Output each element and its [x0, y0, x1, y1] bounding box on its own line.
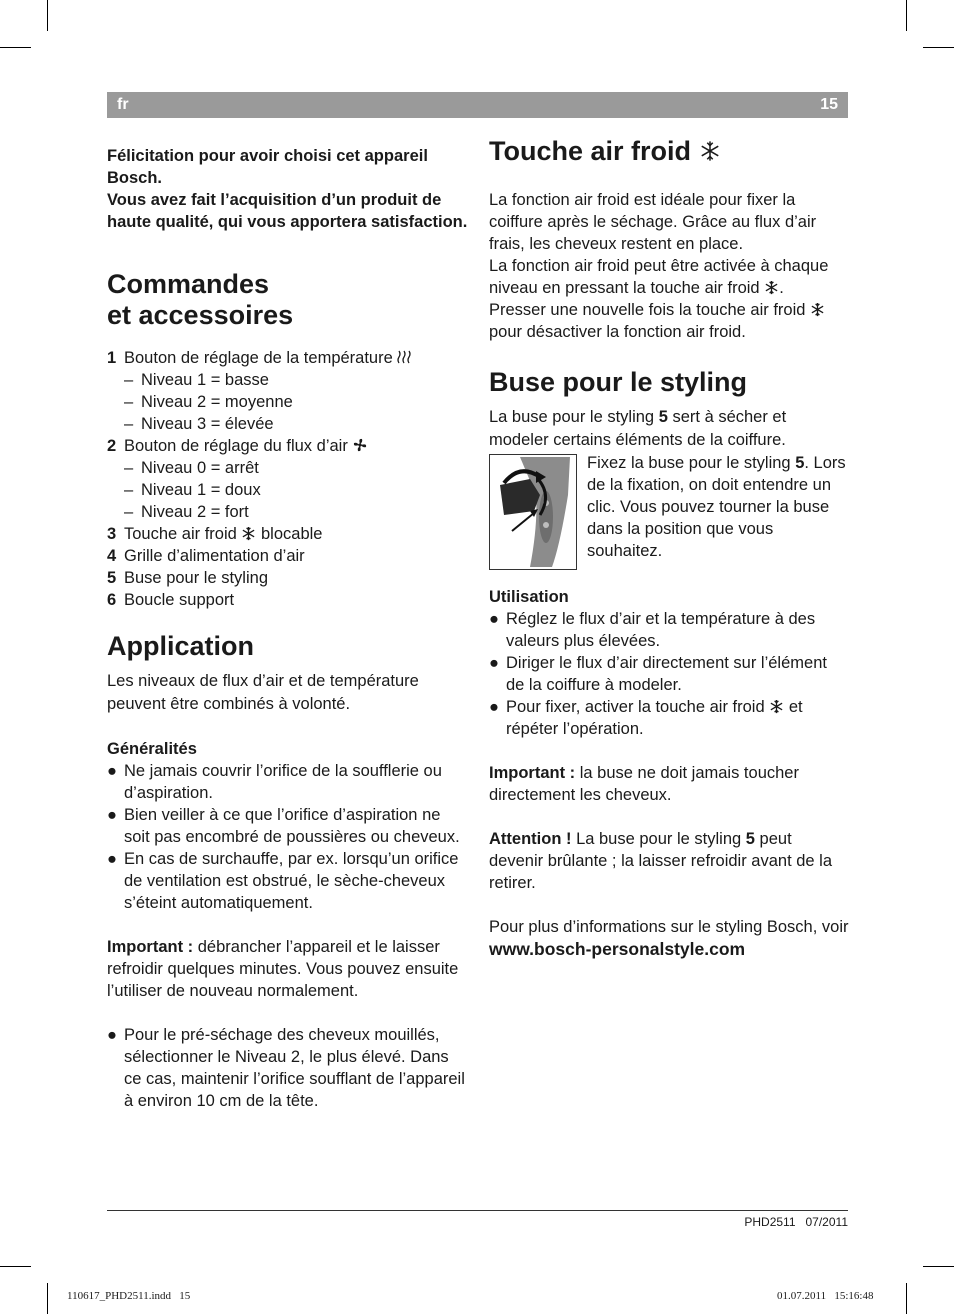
intro-quality: Vous avez fait l’acquisition d’un produit de haute qualité, qui vous apportera satisfaction.	[107, 191, 468, 231]
nozzle-figure-text: Fixez la buse pour le styling 5. Lors de la fixation, on doit entendre un clic. Vous pouvez tourner la buse dans la position que vous souhaitez.	[587, 454, 846, 560]
snowflake-icon	[769, 699, 784, 714]
crop-mark	[906, 1283, 907, 1314]
control-item-1: 1 Bouton de réglage de la température	[107, 347, 469, 369]
attention-note: Attention ! La buse pour le styling 5 peut devenir brûlante ; la laisser refroidir avant de la retirer.	[489, 830, 833, 892]
controls-heading	[107, 269, 469, 331]
list-item: ● Diriger le flux d’air directement sur l’élément de la coiffure à modeler.	[489, 654, 827, 694]
snowflake-icon	[810, 302, 825, 317]
application-text: Les niveaux de flux d’air et de température peuvent être combinés à volonté.	[107, 672, 419, 713]
snowflake-icon	[699, 140, 721, 162]
list-item: – Niveau 3 = élevée	[124, 415, 274, 433]
hair-dryer-nozzle-illustration	[489, 454, 577, 570]
crop-mark	[906, 0, 907, 31]
control-item-2: 2 Bouton de réglage du flux d’air	[107, 435, 469, 457]
application-heading: Application	[107, 631, 254, 661]
nozzle-heading: Buse pour le styling	[489, 367, 748, 397]
control-item-4: 4 Grille d’alimentation d’air	[107, 547, 305, 565]
list-item: – Niveau 2 = fort	[124, 503, 249, 521]
heat-waves-icon	[397, 349, 411, 365]
print-slug-timestamp: 01.07.2011 15:16:48	[777, 1290, 874, 1302]
list-item: ● En cas de surchauffe, par ex. lorsqu’un orifice de ventilation est obstrué, le sèche-cheveux s’éteint automatiquement.	[107, 850, 459, 912]
cold-air-heading: Touche air froid	[489, 136, 849, 167]
list-item: ● Pour le pré-séchage des cheveux mouillés, sélectionner le Niveau 2, le plus élevé. Dans ce cas, maintenir l’orifice soufflant de l’appareil à environ 10 cm de la tête.	[107, 1026, 465, 1110]
controls-list	[107, 347, 469, 611]
important-note: Important : la buse ne doit jamais toucher directement les cheveux.	[489, 764, 799, 804]
nozzle-text: La buse pour le styling 5 sert à sécher et modeler certains éléments de la coiffure.	[489, 408, 787, 449]
fan-icon	[352, 437, 368, 453]
list-item: – Niveau 2 = moyenne	[124, 393, 293, 411]
snowflake-icon	[764, 280, 779, 295]
footer-model-date: PHD2511 07/2011	[744, 1215, 848, 1229]
controls-heading-line2: et accessoires	[107, 300, 294, 330]
controls-heading-line1: Commandes	[107, 269, 270, 299]
crop-mark	[47, 0, 48, 31]
crop-mark	[923, 47, 954, 48]
important-note: Important : débrancher l’appareil et le laisser refroidir quelques minutes. Vous pouvez ensuite l’utiliser de nouveau normalement.	[107, 938, 459, 1000]
left-column	[107, 145, 469, 1112]
control-item-6: 6 Boucle support	[107, 591, 235, 609]
cold-air-text-2: La fonction air froid peut être activée à chaque niveau en pressant la touche air froid .	[489, 257, 829, 297]
more-info-text: Pour plus d’informations sur le styling Bosch, voir	[489, 918, 849, 936]
usage-heading: Utilisation	[489, 588, 569, 606]
intro-congrats: Félicitation pour avoir choisi cet appareil Bosch.	[107, 147, 428, 187]
nozzle-figure-block	[489, 452, 849, 570]
crop-mark	[0, 1266, 31, 1267]
crop-mark	[0, 47, 31, 48]
list-item: – Niveau 1 = basse	[124, 371, 269, 389]
print-slug-file: 110617_PHD2511.indd 15	[67, 1290, 191, 1302]
list-item: ● Bien veiller à ce que l’orifice d’aspiration ne soit pas encombré de poussières ou cheveux.	[107, 806, 460, 846]
page-number: 15	[820, 96, 838, 113]
control-item-5: 5 Buse pour le styling	[107, 569, 268, 587]
bosch-website-link[interactable]: www.bosch-personalstyle.com	[489, 939, 746, 959]
list-item: – Niveau 1 = doux	[124, 481, 261, 499]
list-item: ● Ne jamais couvrir l’orifice de la soufflerie ou d’aspiration.	[107, 762, 442, 802]
cold-air-text-3: Presser une nouvelle fois la touche air froid pour désactiver la fonction air froid.	[489, 299, 849, 343]
control-item-3: 3 Touche air froid blocable	[107, 525, 323, 543]
list-item: ● Réglez le flux d’air et la température à des valeurs plus élevées.	[489, 610, 816, 650]
crop-mark	[47, 1283, 48, 1314]
language-code: fr	[117, 96, 129, 113]
snowflake-icon	[241, 526, 256, 541]
crop-mark	[923, 1266, 954, 1267]
footer-divider	[107, 1210, 848, 1211]
page-header-bar	[107, 92, 848, 118]
list-item: – Niveau 0 = arrêt	[124, 459, 259, 477]
general-heading: Généralités	[107, 740, 197, 758]
list-item: ● Pour fixer, activer la touche air froid et répéter l’opération.	[489, 698, 803, 738]
right-column	[489, 136, 849, 960]
cold-air-text-1: La fonction air froid est idéale pour fixer la coiffure après le séchage. Grâce au flux d’air frais, les cheveux restent en place.	[489, 191, 817, 253]
